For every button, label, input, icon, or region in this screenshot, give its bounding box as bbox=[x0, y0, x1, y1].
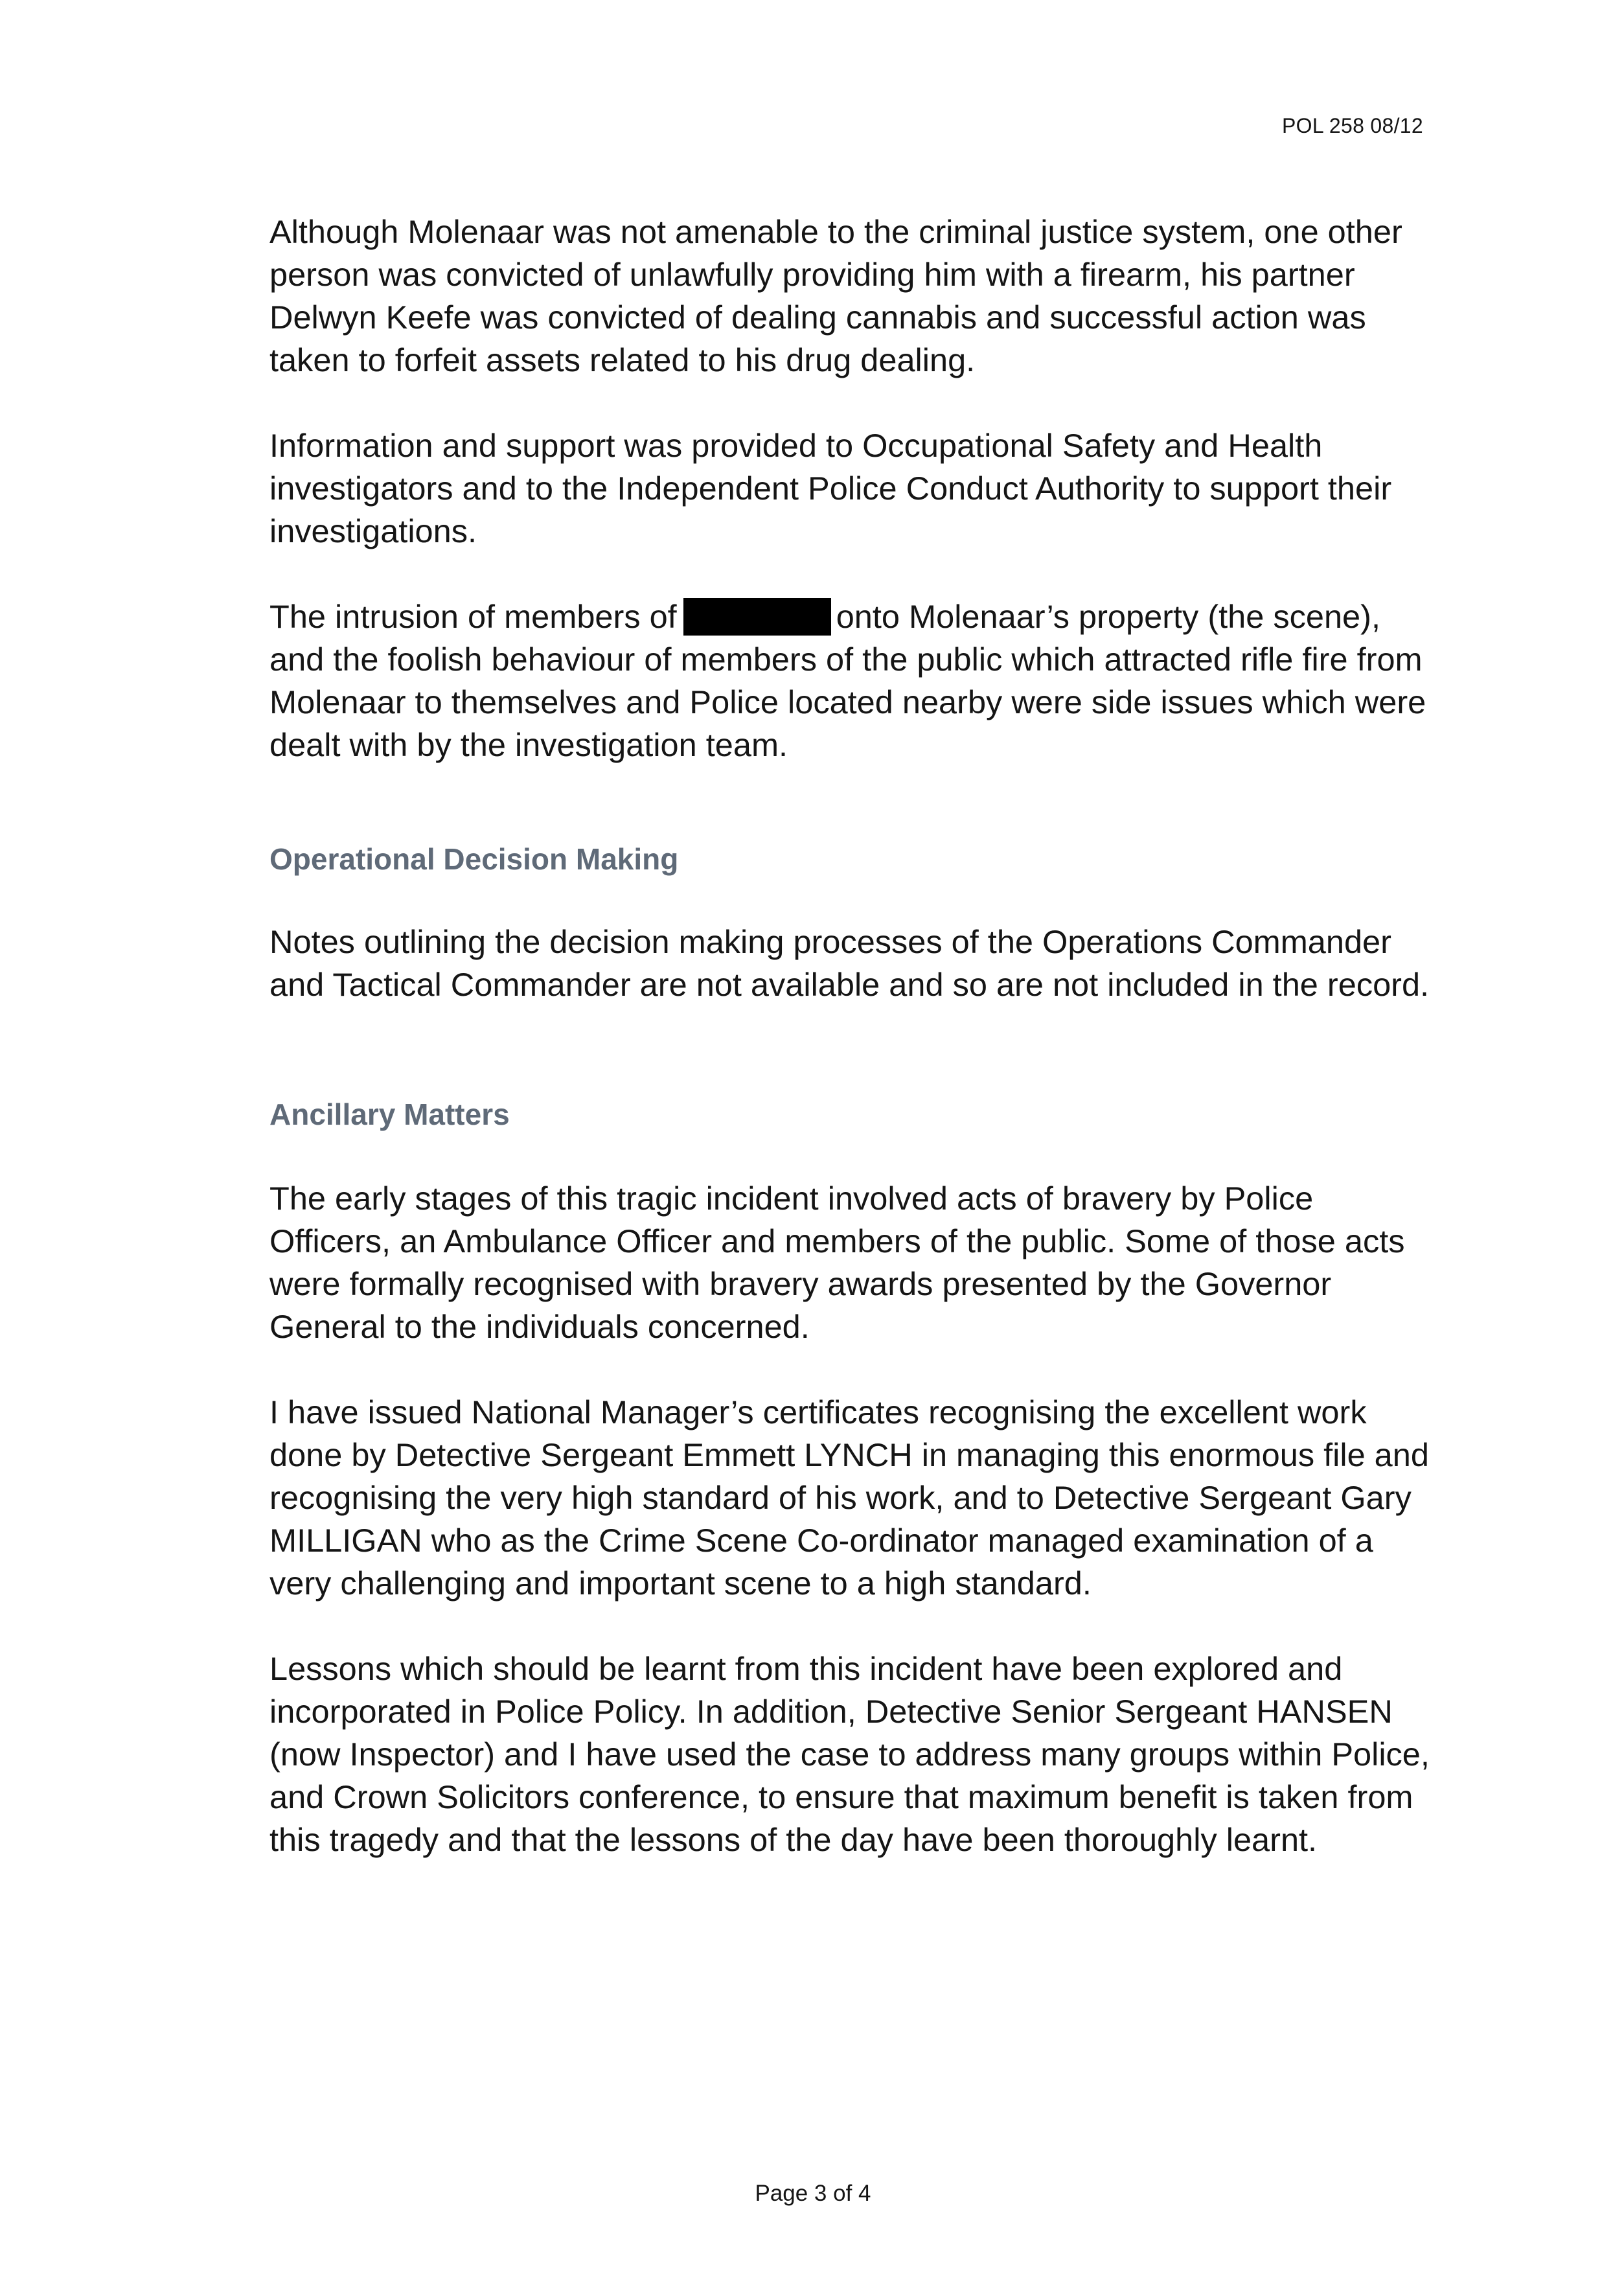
paragraph-decision-notes: Notes outlining the decision making processes of the Operations Commander and Tactical Commander are not available and so are not included in the record. bbox=[269, 923, 1430, 1003]
paragraph-intrusion bbox=[269, 595, 1435, 766]
paragraph-certificates: I have issued National Manager’s certificates recognising the excellent work done by Detective Sergeant Emmett LYNCH in managing this enormous file and recognising the very high standard of his work, and to Detective Sergeant Gary MILLIGAN who as the Crime Scene Co-ordinator managed examination of a very challenging and important scene to a high standard. bbox=[269, 1394, 1429, 1602]
redaction-block bbox=[683, 598, 831, 636]
heading-ancillary-matters: Ancillary Matters bbox=[269, 1097, 510, 1131]
paragraph-information-support: Information and support was provided to Occupational Safety and Health investigators and to the Independent Police Conduct Authority to support their investigations. bbox=[269, 427, 1392, 549]
document-body bbox=[269, 211, 1435, 1861]
heading-operational-decision-making: Operational Decision Making bbox=[269, 842, 679, 876]
paragraph-intrusion-start: The intrusion of members of bbox=[269, 598, 677, 635]
paragraph-intrusion-end: onto Molenaar’s property (the scene), and the foolish behaviour of members of the public which attracted rifle fire from Molenaar to themselves and Police located nearby were side issues which were dealt with by the investigation team. bbox=[269, 598, 1426, 763]
paragraph-bravery: The early stages of this tragic incident involved acts of bravery by Police Officers, an Ambulance Officer and members of the public. Some of those acts were formally recognised with bravery awards presented by the Governor General to the individuals concerned. bbox=[269, 1180, 1405, 1345]
page-number: Page 3 of 4 bbox=[755, 2181, 871, 2206]
paragraph-lessons: Lessons which should be learnt from this incident have been explored and incorporated in Police Policy. In addition, Detective Senior Sergeant HANSEN (now Inspector) and I have used the case to address many groups within Police, and Crown Solicitors conference, to ensure that maximum benefit is taken from this tragedy and that the lessons of the day have been thoroughly learnt. bbox=[269, 1650, 1430, 1858]
document-reference: POL 258 08/12 bbox=[1282, 114, 1423, 137]
paragraph-convictions: Although Molenaar was not amenable to the criminal justice system, one other person was convicted of unlawfully providing him with a firearm, his partner Delwyn Keefe was convicted of dealing cannabis and successful action was taken to forfeit assets related to his drug dealing. bbox=[269, 213, 1402, 378]
